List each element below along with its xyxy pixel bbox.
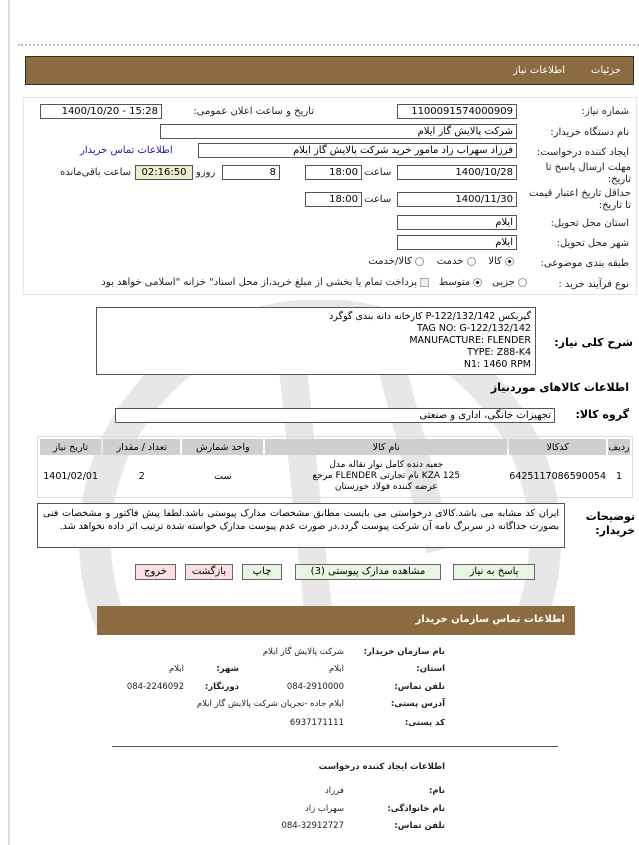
postal-value: 6937171111 <box>289 718 344 728</box>
city-label: شهر محل تحویل: <box>556 238 629 249</box>
back-button[interactable]: بازگشت <box>185 564 233 580</box>
creator-phone-value: 084-32912727 <box>281 821 344 831</box>
col-qty: تعداد / مقدار <box>103 439 180 455</box>
goods-table-wrap <box>37 436 633 498</box>
validity-time-field[interactable]: 18:00 <box>305 192 362 207</box>
creator-field[interactable]: فرزاد سهراب زاد مامور خرید شرکت پالایش گاز ایلام <box>198 143 517 158</box>
name-value: فرزاد <box>324 786 344 796</box>
category-radio-group <box>368 256 514 267</box>
time-label: ساعت <box>364 194 392 205</box>
cell-date: 1401/02/01 <box>43 470 99 482</box>
family-value: سهراب زاد <box>304 804 344 814</box>
province-field[interactable]: ایلام <box>397 215 517 230</box>
goods-group-field[interactable]: تجهیزات خانگی، اداری و صنعتی <box>115 408 555 423</box>
province-label: استان: <box>416 664 445 674</box>
contact-divider <box>112 746 558 747</box>
description-line: MANUFACTURE: FLENDER <box>409 335 531 346</box>
contact-section-title: اطلاعات تماس سازمان خریدار <box>415 614 565 625</box>
tab-need-info[interactable]: اطلاعات نیاز <box>513 65 565 76</box>
description-line: N1: 1460 RPM <box>463 359 531 370</box>
name-line: عرضه کننده فولاد خوزستان <box>334 481 438 492</box>
days-field[interactable]: 8 <box>222 165 280 180</box>
need-number-field[interactable]: 1100091574000909 <box>397 104 517 119</box>
fax-label: دورنگار: <box>204 682 239 692</box>
attachments-button[interactable]: مشاهده مدارک پیوستی (3) <box>295 564 441 580</box>
goods-section-title: اطلاعات کالاهای موردنیاز <box>490 381 629 394</box>
city-label: شهر: <box>216 664 239 674</box>
phone-label: تلفن تماس: <box>394 682 445 692</box>
description-line: گیربکس P-122/132/142 کارخانه دانه بندی گوگرد <box>329 311 531 322</box>
radio-medium[interactable] <box>473 278 482 287</box>
radio-medium-label: متوسط <box>438 277 471 288</box>
goods-table <box>38 437 632 497</box>
name-line: KZA 125 نام تجارتی FLENDER مرجع <box>312 470 461 481</box>
city-value: ایلام <box>168 664 184 674</box>
table-row <box>40 457 630 495</box>
notes-box: ایران کد مشابه می باشد.کالای درخواستی می بایست مطابق مشخصات مدارک پیوستی باشد.لطفا پیش فاکتور و مشخصات فنی بصورت جداگانه در سربرگ نامه آن شرکت پیوست گردد.در صورت عدم پیوست مدارک خواسته شده ترتیب اثر داده نخواهد شد. <box>37 503 565 548</box>
radio-service-label: خدمت <box>436 256 464 267</box>
province-label: استان محل تحویل: <box>550 218 629 229</box>
radio-minor[interactable] <box>518 278 527 287</box>
address-label: آدرس پستی: <box>390 699 445 709</box>
col-unit: واحد شمارش <box>182 439 263 455</box>
col-row: ردیف <box>608 439 630 455</box>
cell-name <box>265 457 507 495</box>
address-value: ایلام جاده -تجریان شرکت پالایش گاز ایلام <box>196 699 344 709</box>
deadline-label: مهلت ارسال پاسخ تا تاریخ: <box>545 162 631 185</box>
description-line: TAG NO: G-122/132/142 <box>416 323 531 334</box>
category-label: طبقه بندی موضوعی: <box>540 258 629 269</box>
buyer-contact-link[interactable]: اطلاعات تماس خریدار <box>80 145 173 156</box>
validity-label: حداقل تاریخ اعتبار قیمت تا تاریخ: <box>528 188 631 211</box>
radio-goods-service[interactable] <box>415 257 424 266</box>
contact-section-header <box>97 606 575 635</box>
announce-field[interactable]: 1400/10/20 - 15:28 <box>40 104 162 119</box>
radio-goods[interactable] <box>505 257 514 266</box>
tab-details[interactable]: جزئیات <box>591 65 621 76</box>
col-code: کدکالا <box>509 439 606 455</box>
cell-unit: ست <box>214 470 232 482</box>
process-label: نوع فرآیند خرید : <box>558 279 629 290</box>
phone-value: 084-2910000 <box>286 682 344 692</box>
need-number-label: شماره نیاز: <box>581 106 629 117</box>
radio-goods-label: کالا <box>488 256 502 267</box>
radio-goods-service-label: کالا/خدمت <box>368 256 412 267</box>
buyer-label: نام دستگاه خریدار: <box>550 127 629 138</box>
creator-label: ایجاد کننده درخواست: <box>536 147 629 158</box>
remaining-timer: 02:16:50 <box>135 165 193 180</box>
radio-service[interactable] <box>467 257 476 266</box>
buyer-field[interactable]: شرکت پالایش گاز ایلام <box>160 124 517 139</box>
exit-button[interactable]: خروج <box>135 564 176 580</box>
family-label: نام خانوادگی: <box>387 804 445 814</box>
deadline-time-field[interactable]: 18:00 <box>305 165 362 180</box>
fax-value: 084-2246092 <box>126 682 184 692</box>
org-label: نام سازمان خریدار: <box>363 647 445 657</box>
treasury-checkbox[interactable] <box>420 278 429 287</box>
description-box <box>96 307 536 375</box>
top-nav-bar <box>25 56 634 85</box>
cell-code: 6425117086590054 <box>509 470 606 482</box>
org-value: شرکت پالایش گاز ایلام <box>262 647 344 657</box>
description-line: TYPE: Z88-K4 <box>467 347 531 358</box>
divider <box>18 44 639 46</box>
validity-date-field[interactable]: 1400/11/30 <box>397 192 517 207</box>
city-field[interactable]: ایلام <box>397 235 517 250</box>
name-label: نام: <box>428 786 445 796</box>
process-radio-group <box>101 277 527 288</box>
creator-section-title: اطلاعات ایجاد کننده درخواست <box>318 762 445 772</box>
reply-button[interactable]: پاسخ به نیاز <box>453 564 535 580</box>
radio-minor-label: جزیی <box>491 277 515 288</box>
announce-label: تاریخ و ساعت اعلان عمومی: <box>193 106 314 117</box>
treasury-label: پرداخت تمام یا بخشی از مبلغ خرید،از محل اسناد" خزانه "اسلامی خواهد بود <box>101 277 418 288</box>
days-label: روزو <box>196 167 216 178</box>
col-date: تاریخ نیاز <box>40 439 101 455</box>
province-value: ایلام <box>328 664 344 674</box>
table-header-row <box>40 439 630 455</box>
deadline-date-field[interactable]: 1400/10/28 <box>397 165 517 180</box>
goods-group-label: گروه کالا: <box>575 408 629 421</box>
name-line: جعبه دنده کامل نوار نقاله مدل <box>329 459 444 470</box>
remaining-label: ساعت باقی‌مانده <box>59 167 131 178</box>
col-name: نام کالا <box>265 439 507 455</box>
cell-row: 1 <box>615 470 623 482</box>
description-label: شرح کلی نیاز: <box>554 336 633 349</box>
notes-label: توضیحات خریدار: <box>585 510 635 537</box>
print-button[interactable]: چاپ <box>242 564 282 580</box>
cell-qty: 2 <box>138 470 145 482</box>
postal-label: کد پستی: <box>404 718 445 728</box>
page-border <box>8 0 10 845</box>
time-label: ساعت <box>364 167 392 178</box>
creator-phone-label: تلفن تماس: <box>394 821 445 831</box>
